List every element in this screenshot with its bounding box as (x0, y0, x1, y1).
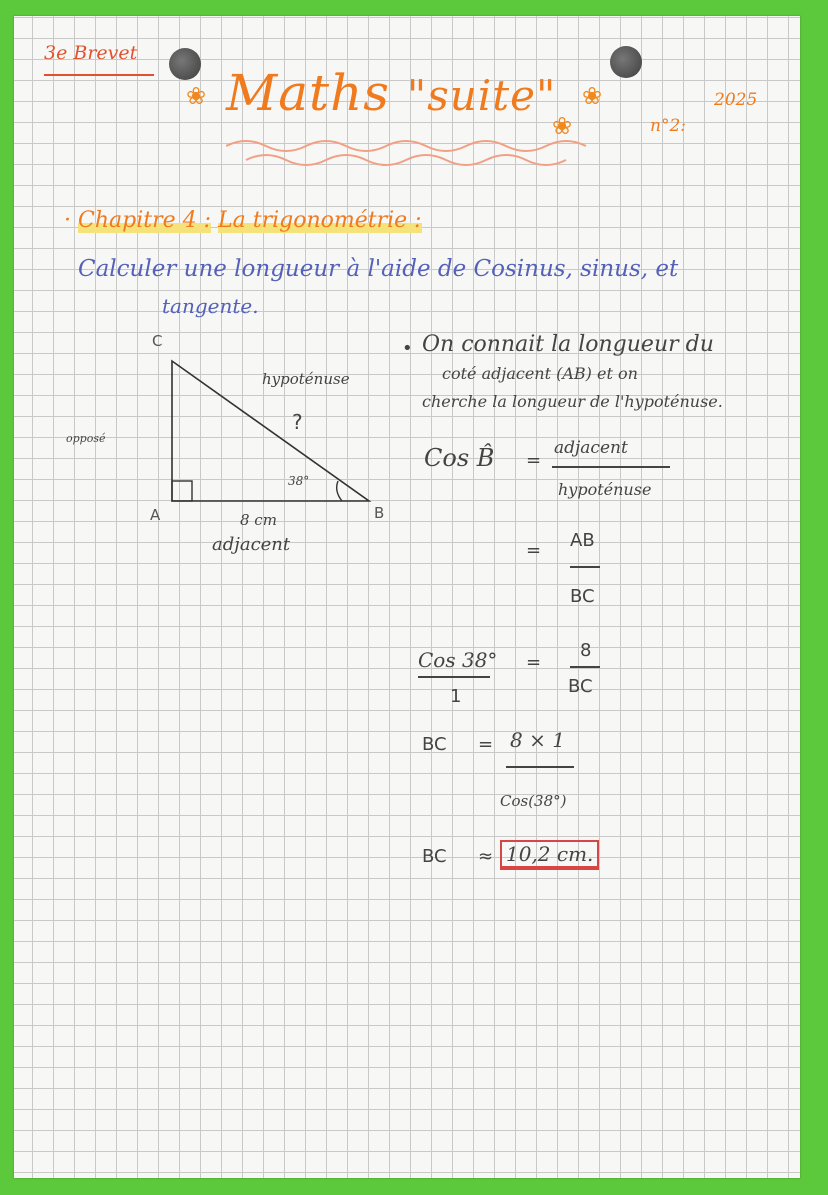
step3-lhs-fraction-bar (418, 676, 490, 678)
unknown-mark: ? (292, 410, 303, 434)
step4-fraction-bar (506, 766, 574, 768)
vertex-b: B (374, 504, 385, 522)
title-wave-decoration (226, 134, 606, 174)
binder-hole-left (169, 48, 201, 80)
angle-arc (337, 481, 342, 501)
vertex-a: A (150, 506, 161, 524)
side-length: 8 cm (240, 511, 277, 529)
vertex-c: C (152, 332, 163, 350)
right-angle-mark (172, 481, 192, 501)
step3-rhs-numerator: 8 (580, 640, 592, 661)
year-label: 2025 (714, 90, 758, 110)
step2-equals: = (526, 540, 542, 561)
notebook-page (14, 16, 800, 1178)
explanation-line-1: On connait la longueur du (422, 332, 714, 357)
step3-rhs-denominator: BC (568, 676, 593, 697)
explanation-line-3: cherche la longueur de l'hypoténuse. (422, 392, 723, 411)
explanation-line-2: coté adjacent (AB) et on (442, 364, 638, 383)
step1-numerator: adjacent (554, 438, 628, 458)
step1-equals: = (526, 450, 542, 471)
step2-denominator: BC (570, 586, 595, 607)
class-label: 3e Brevet (44, 42, 138, 64)
step2-fraction-bar (570, 566, 600, 568)
step4-denominator: Cos(38°) (500, 792, 567, 810)
angle-label: 38° (288, 474, 310, 488)
chapter-label: Chapitre 4 : (78, 208, 212, 233)
title-main: Maths (226, 64, 390, 122)
subtitle-line-2: tangente. (162, 294, 259, 318)
step1-denominator: hypoténuse (558, 480, 652, 499)
step2-numerator: AB (570, 530, 595, 551)
hypotenuse-label: hypoténuse (262, 370, 350, 388)
result-lhs: BC (422, 846, 447, 867)
step1-lhs: Cos B̂ (424, 444, 495, 472)
chapter-heading (64, 208, 422, 233)
result-value-box: 10,2 cm. (500, 840, 599, 870)
step4-lhs: BC (422, 734, 447, 755)
opposite-label: opposé (66, 432, 106, 445)
step3-lhs-denominator: 1 (450, 686, 462, 707)
flower-icon: ❀ (186, 82, 207, 110)
step3-rhs-fraction-bar (570, 666, 600, 668)
title-suite: "suite" (406, 71, 557, 120)
class-label-underline (44, 74, 154, 76)
step4-numerator: 8 × 1 (510, 728, 565, 752)
result-approx: ≈ (478, 846, 494, 867)
binder-hole-right (610, 46, 642, 78)
page-title (226, 64, 556, 122)
chapter-bullet: · (64, 208, 71, 233)
step3-lhs-numerator: Cos 38° (418, 648, 498, 672)
notebook-number: n°2: (650, 116, 686, 136)
adjacent-label: adjacent (212, 534, 291, 555)
flower-icon: ❀ (582, 82, 603, 110)
subtitle-line-1: Calculer une longueur à l'aide de Cosinus, sinus, et (78, 256, 679, 282)
explanation-bullet: • (402, 338, 413, 359)
step1-fraction-bar (552, 466, 670, 468)
step3-equals: = (526, 652, 542, 673)
flower-icon: ❀ (552, 112, 573, 140)
step4-equals: = (478, 734, 494, 755)
chapter-name: La trigonométrie : (218, 208, 422, 233)
